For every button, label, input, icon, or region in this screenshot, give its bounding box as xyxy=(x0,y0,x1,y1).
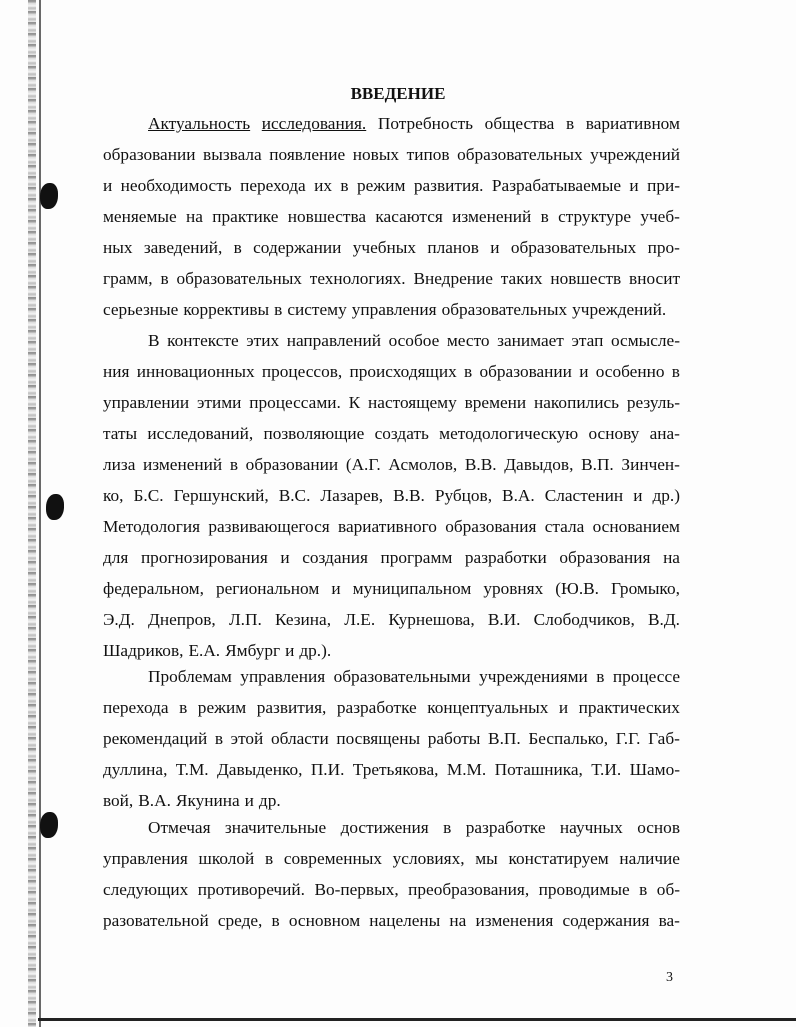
word: В.Д. xyxy=(647,610,680,629)
word: осмысле- xyxy=(610,331,680,350)
word: планов xyxy=(427,238,479,257)
word: В.П. xyxy=(488,729,521,748)
word: рекомендаций xyxy=(103,729,208,748)
word: М.М. xyxy=(446,760,487,779)
word: структуре xyxy=(558,207,632,226)
text-line xyxy=(103,393,680,424)
word: среде, xyxy=(217,911,263,930)
word: Третьякова, xyxy=(352,760,439,779)
word: при- xyxy=(647,176,680,195)
word: и xyxy=(633,486,643,505)
word: Рубцов, xyxy=(434,486,493,505)
word: в xyxy=(443,818,452,837)
word: разработки xyxy=(464,548,547,567)
word: уровнях xyxy=(483,579,544,598)
text-line xyxy=(103,300,680,331)
word: школой xyxy=(198,849,255,868)
word: Т.М. xyxy=(175,760,209,779)
word: на xyxy=(449,911,467,930)
word: в xyxy=(274,300,283,319)
word: управления xyxy=(351,300,437,319)
word: в xyxy=(464,362,473,381)
word: изменения xyxy=(475,911,554,930)
word: Отмечая xyxy=(148,818,211,837)
word: образовательных xyxy=(510,238,637,257)
word: учебных xyxy=(352,238,417,257)
word: ко, xyxy=(103,486,124,505)
word: развивающегося xyxy=(208,517,330,536)
word: в xyxy=(214,729,224,748)
word: Шамо- xyxy=(629,760,680,779)
word: изменений xyxy=(143,455,223,474)
word: разработке xyxy=(465,818,546,837)
word: значительные xyxy=(224,818,327,837)
word: Актуальность xyxy=(148,114,251,133)
word: и xyxy=(490,238,500,257)
word: особенно xyxy=(595,362,665,381)
word: в xyxy=(671,362,680,381)
word: противоречий. xyxy=(197,880,305,899)
word: Т.И. xyxy=(591,760,622,779)
word: образовательных xyxy=(176,269,302,288)
word: мы xyxy=(475,849,498,868)
word: резуль- xyxy=(626,393,680,412)
word: и xyxy=(280,548,290,567)
word: разработке xyxy=(336,698,417,717)
word: происходящих xyxy=(349,362,457,381)
word: К xyxy=(348,393,361,412)
word: (А.Г. xyxy=(345,455,381,474)
word: вызвала xyxy=(203,145,262,164)
word: региональном xyxy=(215,579,320,598)
word: образовании xyxy=(103,145,196,164)
word: на xyxy=(186,207,203,226)
word: этих xyxy=(246,331,280,350)
word: на xyxy=(663,548,680,567)
word: процессе xyxy=(612,667,680,686)
word: научных xyxy=(559,818,623,837)
word: особое xyxy=(388,331,440,350)
word: перехода xyxy=(240,176,306,195)
word: Давыдов, xyxy=(504,455,574,474)
word: для xyxy=(103,548,129,567)
text-line xyxy=(103,269,680,300)
word: накопились xyxy=(534,393,619,412)
word: Слободчиков, xyxy=(533,610,635,629)
word: в xyxy=(639,880,648,899)
word: Курнешова, xyxy=(388,610,475,629)
word: проводимые xyxy=(538,880,630,899)
word: В.П. xyxy=(581,455,614,474)
word: Громыко, xyxy=(611,579,680,598)
word: основном xyxy=(288,911,361,930)
word: этап xyxy=(571,331,604,350)
word: касаются xyxy=(375,207,443,226)
page-number: 3 xyxy=(666,970,673,985)
word: и xyxy=(331,579,341,598)
word: области xyxy=(270,729,329,748)
word: про- xyxy=(647,238,680,257)
word: современных xyxy=(283,849,382,868)
word: учреждений. xyxy=(572,300,667,319)
text-line xyxy=(103,610,680,641)
text-line xyxy=(103,486,680,517)
word: В.А. xyxy=(138,791,171,810)
text-line xyxy=(103,176,680,207)
word: этими xyxy=(197,393,242,412)
word: позволяющие xyxy=(263,424,365,443)
word: Внедрение xyxy=(413,269,493,288)
word: перехода xyxy=(103,698,169,717)
word: Э.Д. xyxy=(103,610,135,629)
word: др.) xyxy=(652,486,680,505)
word: образовательных xyxy=(441,300,568,319)
word: Габ- xyxy=(648,729,680,748)
word: Г.Г. xyxy=(615,729,641,748)
word: грамм, xyxy=(103,269,153,288)
word: в xyxy=(596,667,605,686)
word: Во-первых, xyxy=(314,880,399,899)
word: др.). xyxy=(299,641,332,660)
word: типов xyxy=(406,145,450,164)
word: процессами. xyxy=(249,393,341,412)
word: в xyxy=(229,455,238,474)
word: место xyxy=(446,331,490,350)
text-line xyxy=(103,424,680,455)
word: работы xyxy=(427,729,481,748)
word: коррективы xyxy=(183,300,270,319)
word: меняемые xyxy=(103,207,177,226)
word: серьезные xyxy=(103,300,179,319)
word: Потребность xyxy=(377,114,474,133)
word: основу xyxy=(588,424,640,443)
word: образовательных xyxy=(457,145,583,164)
word: практических xyxy=(578,698,680,717)
word: режим xyxy=(197,698,247,717)
page-title: ВВЕДЕНИЕ xyxy=(350,84,446,103)
text-line xyxy=(103,849,680,880)
word: управления xyxy=(240,667,326,686)
word: муниципальном xyxy=(352,579,472,598)
text-line xyxy=(148,114,680,145)
word: в xyxy=(179,698,188,717)
text-line xyxy=(103,455,680,486)
word: и xyxy=(285,641,295,660)
word: условиях, xyxy=(392,849,465,868)
text-line xyxy=(103,548,680,579)
word: образования xyxy=(445,517,537,536)
word: Днепров, xyxy=(148,610,216,629)
word: Сластенин xyxy=(544,486,624,505)
word: Давыденко, xyxy=(217,760,303,779)
word: Ямбург xyxy=(225,641,281,660)
text-line xyxy=(103,238,680,269)
word: федеральном, xyxy=(103,579,204,598)
word: необходимость xyxy=(120,176,232,195)
word: Кезина, xyxy=(274,610,332,629)
word: появление xyxy=(269,145,346,164)
text-line xyxy=(148,667,680,698)
word: таких xyxy=(500,269,543,288)
word: настоящему xyxy=(368,393,457,412)
word: лиза xyxy=(103,455,136,474)
word: ва- xyxy=(658,911,680,930)
text-line xyxy=(148,818,680,849)
word: др. xyxy=(258,791,281,810)
word: управлении xyxy=(103,393,190,412)
binder-hole-mark xyxy=(40,812,58,838)
word: Якунина xyxy=(175,791,240,810)
word: содержания xyxy=(562,911,650,930)
word: в xyxy=(540,207,549,226)
word: инновационных xyxy=(136,362,255,381)
text-line xyxy=(148,331,680,362)
word: заведений, xyxy=(143,238,223,257)
text-line xyxy=(103,145,680,176)
word: режим xyxy=(357,176,406,195)
word: общества xyxy=(484,114,555,133)
word: ана- xyxy=(649,424,680,443)
word: этой xyxy=(230,729,264,748)
word: Л.П. xyxy=(228,610,262,629)
word: Поташника, xyxy=(494,760,583,779)
word: прогнозирования xyxy=(140,548,268,567)
word: нацелены xyxy=(369,911,441,930)
word: дуллина, xyxy=(103,760,168,779)
word: в xyxy=(233,238,242,257)
word: и xyxy=(579,362,589,381)
word: контексте xyxy=(167,331,239,350)
word: П.И. xyxy=(310,760,345,779)
word: содержании xyxy=(253,238,342,257)
word: вариативного xyxy=(338,517,437,536)
word: систему xyxy=(287,300,347,319)
word: В.В. xyxy=(393,486,425,505)
word: учреждений xyxy=(590,145,680,164)
word: процессов, xyxy=(261,362,343,381)
word: Лазарев, xyxy=(320,486,384,505)
word: В.А. xyxy=(502,486,535,505)
word: образования xyxy=(559,548,651,567)
word: об- xyxy=(656,880,680,899)
word: исследования. xyxy=(261,114,367,133)
word: таты xyxy=(103,424,138,443)
text-line xyxy=(103,760,680,791)
word: методологическую xyxy=(439,424,579,443)
scan-border-line xyxy=(39,0,41,1027)
word: развития, xyxy=(256,698,327,717)
text-line xyxy=(103,880,680,911)
word: в xyxy=(340,176,349,195)
word: основ xyxy=(637,818,680,837)
word: образовании xyxy=(479,362,572,381)
word: создать xyxy=(374,424,429,443)
word: вносит xyxy=(629,269,680,288)
word: В.С. xyxy=(278,486,311,505)
word: следующих xyxy=(103,880,189,899)
word: их xyxy=(314,176,332,195)
word: посвящены xyxy=(336,729,421,748)
word: и xyxy=(558,698,569,717)
word: В.В. xyxy=(464,455,497,474)
word: разовательной xyxy=(103,911,209,930)
word: и xyxy=(244,791,254,810)
word: технологиях. xyxy=(309,269,406,288)
word: в xyxy=(160,269,169,288)
word: стала xyxy=(544,517,585,536)
word: Зинчен- xyxy=(621,455,680,474)
word: (Ю.В. xyxy=(555,579,599,598)
word: образовании xyxy=(245,455,339,474)
word: учреждениями xyxy=(479,667,588,686)
text-line xyxy=(103,729,680,760)
text-line xyxy=(103,698,680,729)
word: новшества xyxy=(287,207,367,226)
bottom-rule xyxy=(38,1018,796,1021)
word: создания xyxy=(302,548,368,567)
word: преобразования, xyxy=(408,880,530,899)
word: времени xyxy=(464,393,527,412)
word: Гершунский, xyxy=(173,486,269,505)
word: вой, xyxy=(103,791,134,810)
word: Б.С. xyxy=(133,486,164,505)
word: учеб- xyxy=(640,207,680,226)
word: наличие xyxy=(619,849,680,868)
word: управления xyxy=(103,849,188,868)
word: исследований, xyxy=(147,424,254,443)
word: концептуальных xyxy=(427,698,549,717)
text-line xyxy=(103,911,680,942)
text-line xyxy=(103,579,680,610)
word: образовательными xyxy=(333,667,471,686)
text-line xyxy=(103,362,680,393)
word: направлений xyxy=(286,331,381,350)
word: изменений xyxy=(452,207,532,226)
word: в xyxy=(565,114,575,133)
word: новшеств xyxy=(550,269,622,288)
word: занимает xyxy=(497,331,564,350)
word: Е.А. xyxy=(188,641,221,660)
word: развития. xyxy=(413,176,484,195)
word: вариативном xyxy=(585,114,680,133)
word: Разрабатываемые xyxy=(491,176,621,195)
scan-edge-artifact xyxy=(28,0,36,1027)
word: Методология xyxy=(103,517,201,536)
word: достижения xyxy=(340,818,429,837)
word: новых xyxy=(352,145,400,164)
word: и xyxy=(103,176,113,195)
word: В.И. xyxy=(487,610,521,629)
text-line xyxy=(103,207,680,238)
word: в xyxy=(271,911,280,930)
word: в xyxy=(264,849,274,868)
word: Л.Е. xyxy=(344,610,376,629)
word: констатируем xyxy=(508,849,609,868)
word: ния xyxy=(103,362,130,381)
word: программ xyxy=(380,548,453,567)
word: ных xyxy=(103,238,133,257)
binder-hole-mark xyxy=(40,183,58,209)
word: практике xyxy=(212,207,279,226)
word: В xyxy=(148,331,160,350)
binder-hole-mark xyxy=(46,494,64,520)
word: Беспалько, xyxy=(528,729,609,748)
text-line xyxy=(103,517,680,548)
word: Шадриков, xyxy=(103,641,184,660)
word: основанием xyxy=(592,517,680,536)
word: Асмолов, xyxy=(388,455,458,474)
word: Проблемам xyxy=(148,667,232,686)
word: и xyxy=(629,176,639,195)
